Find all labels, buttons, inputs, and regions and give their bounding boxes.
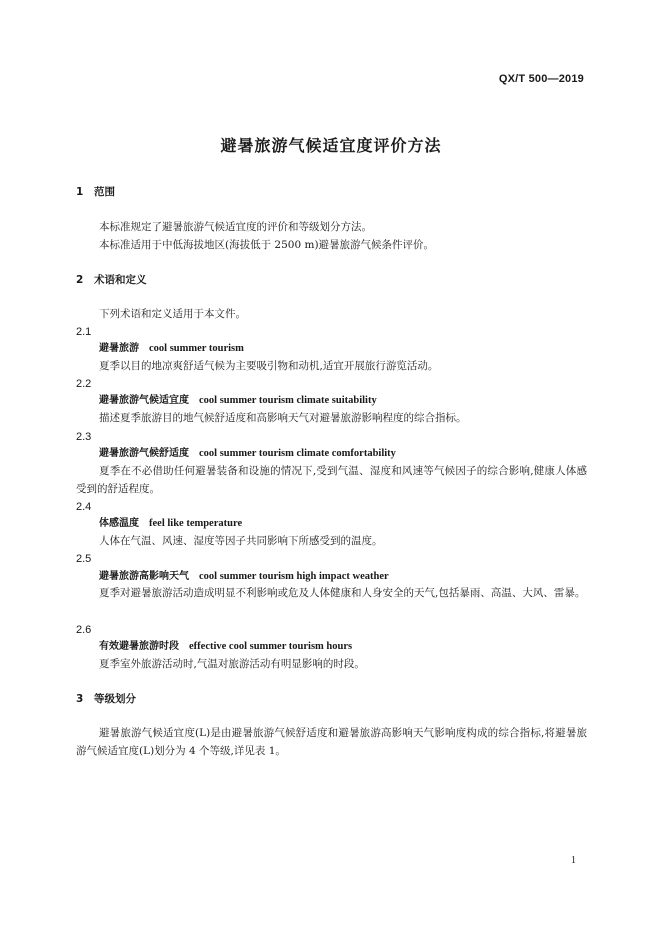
section-3-heading (76, 692, 136, 706)
section-number: 1 (76, 186, 84, 198)
term-zh: 避暑旅游气候适宜度 (99, 395, 189, 406)
term-definition: 夏季在不必借助任何避暑装备和设施的情况下,受到气温、湿度和风速等气候因子的综合影响,健康人体感受到的舒适程度。 (76, 465, 587, 495)
term-definition: 夏季以目的地凉爽舒适气候为主要吸引物和动机,适宜开展旅行游览活动。 (99, 360, 439, 372)
term-heading (99, 447, 396, 461)
term-number: 2.1 (76, 326, 92, 338)
term-heading (99, 640, 352, 654)
term-number: 2.3 (76, 431, 92, 443)
section-title: 范围 (94, 186, 115, 198)
document-title: 避暑旅游气候适宜度评价方法 (220, 136, 442, 155)
term-number: 2.5 (76, 553, 92, 565)
term-en: feel like temperature (149, 518, 243, 529)
standard-code: QX/T 500—2019 (498, 73, 584, 85)
term-zh: 有效避暑旅游时段 (99, 641, 179, 652)
term-en: cool summer tourism climate comfortability (199, 448, 396, 459)
term-number: 2.6 (76, 624, 92, 636)
paragraph-terms-intro: 下列术语和定义适用于本文件。 (99, 308, 246, 320)
term-definition: 人体在气温、风速、湿度等因子共同影响下所感受到的温度。 (99, 535, 383, 547)
paragraph-scope-2: 本标准适用于中低海拔地区(海拔低于 2500 m)避暑旅游气候条件评价。 (99, 239, 435, 251)
section-number: 2 (76, 274, 84, 286)
term-heading (99, 517, 242, 531)
term-en: effective cool summer tourism hours (189, 641, 353, 652)
section-1-heading (76, 185, 115, 199)
term-zh: 避暑旅游高影响天气 (99, 571, 189, 582)
term-zh: 避暑旅游 (99, 343, 139, 354)
term-heading (99, 570, 389, 584)
term-definition: 夏季对避暑旅游活动造成明显不利影响或危及人体健康和人身安全的天气,包括暴雨、高温、大风、雷暴。 (99, 587, 586, 599)
term-en: cool summer tourism climate suitability (199, 395, 377, 406)
term-number: 2.4 (76, 501, 92, 513)
term-en: cool summer tourism high impact weather (199, 571, 389, 582)
section-title: 术语和定义 (94, 274, 147, 286)
page-number: 1 (571, 855, 576, 866)
term-definition: 描述夏季旅游目的地气候舒适度和高影响天气对避暑旅游影响程度的综合指标。 (99, 412, 467, 424)
term-en: cool summer tourism (149, 343, 244, 354)
paragraph-grading: 避暑旅游气候适宜度(L)是由避暑旅游气候舒适度和避暑旅游高影响天气影响度构成的综合指标,将避暑旅游气候适宜度(L)划分为 4 个等级,详见表 1。 (76, 727, 587, 757)
section-title: 等级划分 (94, 693, 136, 705)
term-zh: 避暑旅游气候舒适度 (99, 448, 189, 459)
term-heading (99, 342, 244, 356)
term-definition: 夏季室外旅游活动时,气温对旅游活动有明显影响的时段。 (99, 658, 365, 670)
term-number: 2.2 (76, 378, 92, 390)
term-heading (99, 394, 377, 408)
paragraph-scope-1: 本标准规定了避暑旅游气候适宜度的评价和等级划分方法。 (99, 221, 372, 233)
term-zh: 体感温度 (99, 518, 139, 529)
section-2-heading (76, 273, 147, 287)
section-number: 3 (76, 693, 84, 705)
